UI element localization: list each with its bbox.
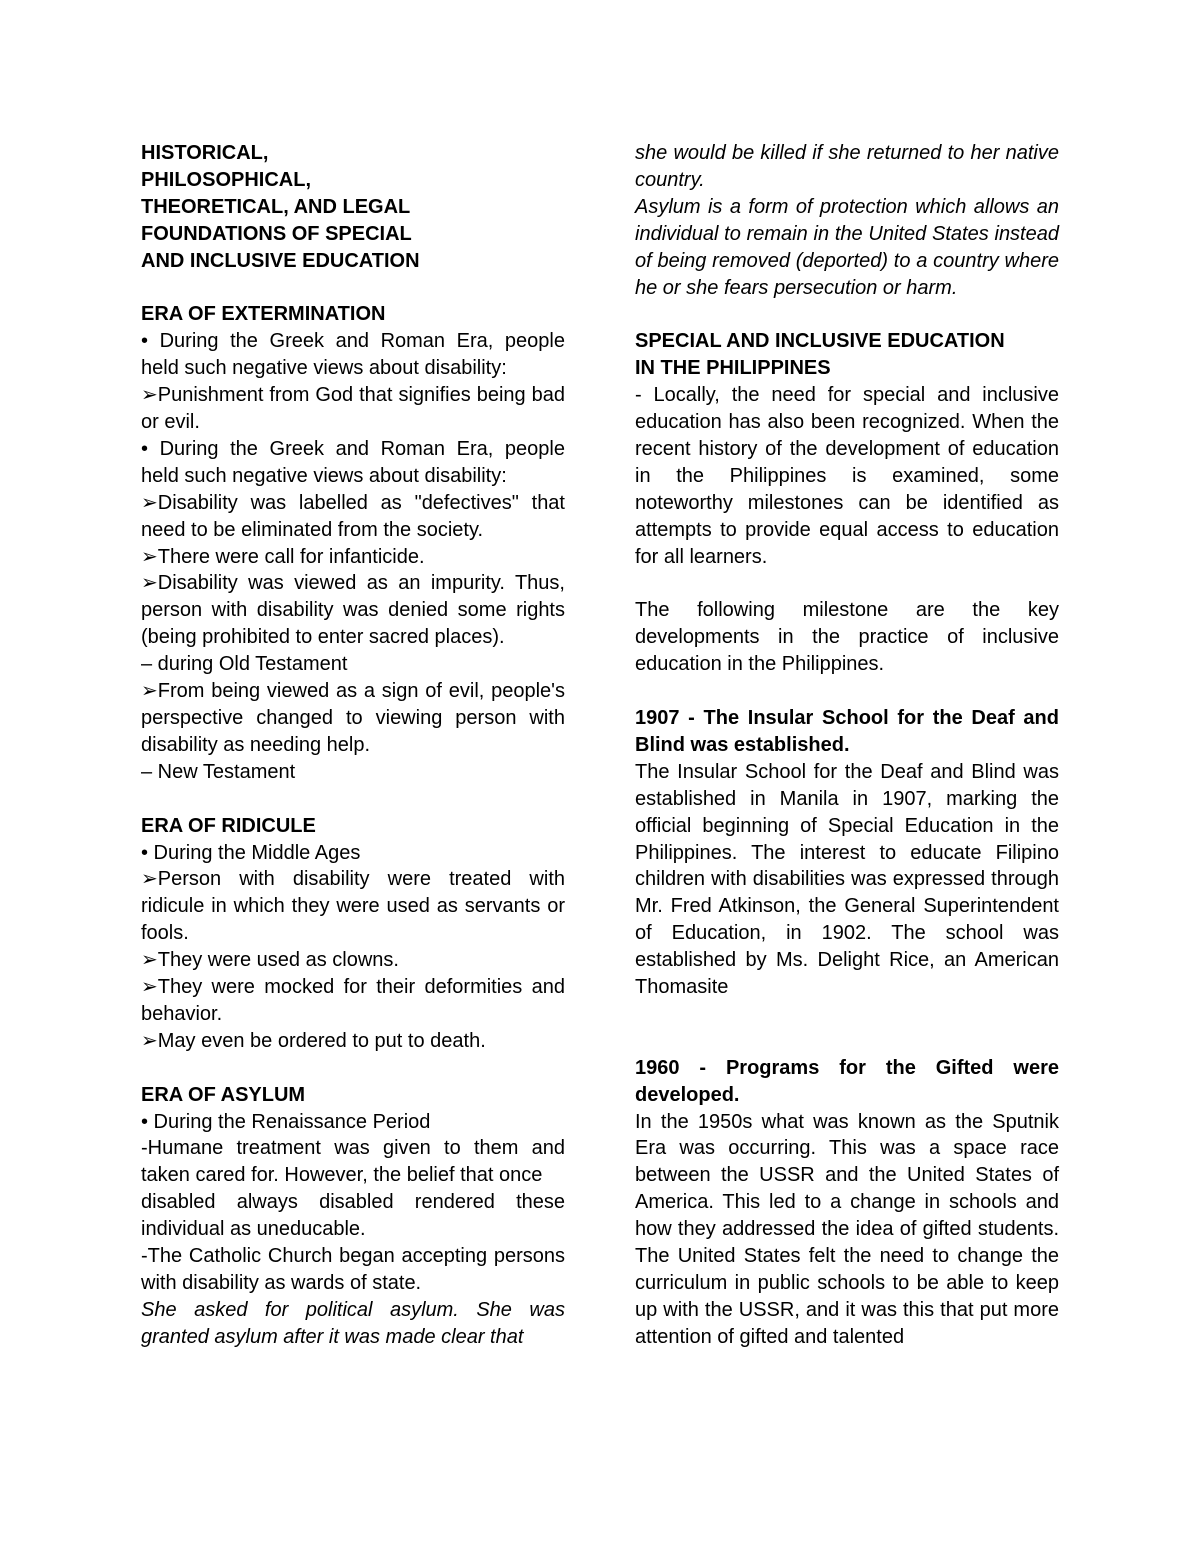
- ridicule-item: ➢They were mocked for their deformities and behavior.: [141, 976, 565, 1025]
- milestone-1907-body: The Insular School for the Deaf and Blind was established in Manila in 1907, marking the official beginning of Special Education in the Philippines. The interest to educate Filipino children with disabilities was expressed through Mr. Fred Atkinson, the General Superintendent of Education, in 1902. The school was established by Ms. Delight Rice, an American Thomasite: [635, 760, 1059, 999]
- philippines-heading-line: SPECIAL AND INCLUSIVE EDUCATION: [635, 330, 1005, 353]
- asylum-item: -Humane treatment was given to them and taken cared for. However, the belief that once: [141, 1137, 565, 1187]
- extermination-item: • During the Greek and Roman Era, people held such negative views about disability:: [141, 437, 565, 487]
- document-title-line: AND INCLUSIVE EDUCATION: [141, 249, 420, 272]
- philippines-heading-line: IN THE PHILIPPINES: [635, 357, 831, 380]
- asylum-italic-note: She asked for political asylum. She was granted asylum after it was made clear that: [141, 1298, 565, 1348]
- spacer: [635, 678, 1059, 705]
- philippines-paragraph: - Locally, the need for special and inclusive education has also been recognized. When the recent history of the development of education in the Philippines is examined, some noteworthy milestones can be identified as attempts to provide equal access to education for all learners.: [635, 384, 1059, 568]
- document-title-line: PHILOSOPHICAL,: [141, 168, 312, 191]
- spacer: [635, 570, 1059, 597]
- spacer: [635, 1001, 1059, 1055]
- spacer: [141, 1055, 565, 1082]
- right-column: [635, 140, 1059, 1351]
- ridicule-item: • During the Middle Ages: [141, 841, 361, 864]
- extermination-heading: ERA OF EXTERMINATION: [141, 303, 386, 326]
- spacer: [141, 786, 565, 813]
- extermination-item: – New Testament: [141, 760, 296, 783]
- spacer: [635, 301, 1059, 328]
- document-title-line: THEORETICAL, AND LEGAL: [141, 195, 411, 218]
- extermination-item: ➢Punishment from God that signifies being bad or evil.: [141, 384, 565, 434]
- left-column: [141, 140, 565, 1351]
- ridicule-item: ➢They were used as clowns.: [141, 949, 399, 972]
- document-title-line: FOUNDATIONS OF SPECIAL: [141, 222, 412, 245]
- milestones-intro-paragraph: The following milestone are the key developments in the practice of inclusive education in the Philippines.: [635, 599, 1059, 676]
- asylum-item: • During the Renaissance Period: [141, 1110, 431, 1133]
- ridicule-item: ➢Person with disability were treated with ridicule in which they were used as servants or fools.: [141, 868, 565, 945]
- extermination-item: ➢Disability was viewed as an impurity. Thus, person with disability was denied some rights (being prohibited to enter sacred places).: [141, 572, 565, 649]
- spacer: [141, 275, 565, 302]
- asylum-item: -The Catholic Church began accepting persons with disability as wards of state.: [141, 1245, 565, 1295]
- milestone-1907-heading: 1907 - The Insular School for the Deaf and Blind was established.: [635, 706, 1059, 756]
- ridicule-item: ➢May even be ordered to put to death.: [141, 1029, 486, 1052]
- milestone-1960-body: In the 1950s what was known as the Sputnik Era was occurring. This was a space race between the USSR and the United States of America. This led to a change in schools and how they addressed the idea of gifted students. The United States felt the need to change the curriculum in public schools to be able to keep up with the USSR, and it was this that put more attention of gifted and talented: [635, 1110, 1059, 1348]
- extermination-item: ➢From being viewed as a sign of evil, people's perspective changed to viewing person with disability as needing help.: [141, 680, 565, 756]
- extermination-item: ➢There were call for infanticide.: [141, 545, 425, 568]
- extermination-item: – during Old Testament: [141, 653, 348, 676]
- asylum-heading: ERA OF ASYLUM: [141, 1083, 306, 1106]
- asylum-definition: Asylum is a form of protection which allows an individual to remain in the United States instead of being removed (deported) to a country where he or she fears persecution or harm.: [635, 195, 1059, 299]
- document-title-line: HISTORICAL,: [141, 142, 269, 164]
- asylum-italic-continued: she would be killed if she returned to her native country.: [635, 142, 1059, 191]
- extermination-item: • During the Greek and Roman Era, people held such negative views about disability:: [141, 330, 565, 380]
- ridicule-heading: ERA OF RIDICULE: [141, 814, 316, 837]
- milestone-1960-heading: 1960 - Programs for the Gifted were developed.: [635, 1056, 1059, 1106]
- asylum-item: disabled always disabled rendered these individual as uneducable.: [141, 1191, 565, 1241]
- extermination-item: ➢Disability was labelled as "defectives" that need to be eliminated from the society.: [141, 491, 565, 541]
